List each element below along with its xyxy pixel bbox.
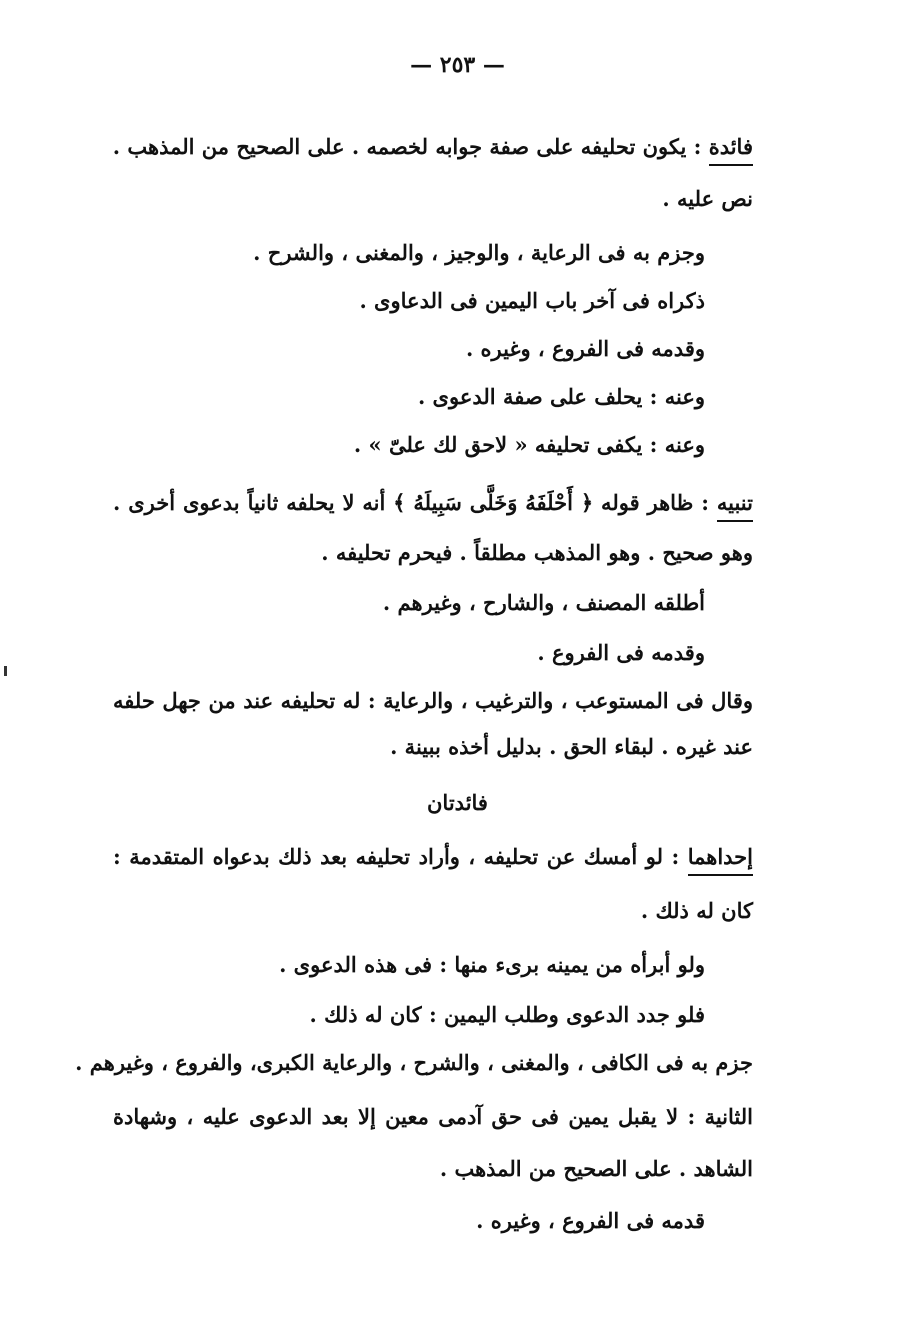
- text-line: وهو صحيح . وهو المذهب مطلقاً . فيحرم تحليفه .: [321, 540, 753, 565]
- text-line: وجزم به فى الرعاية ، والوجيز ، والمغنى ، والشرح .: [253, 240, 705, 265]
- text-line: وعنه : يحلف على صفة الدعوى .: [417, 384, 705, 409]
- section-heading: فائدتان: [427, 790, 488, 815]
- lead-word: الثانية: [704, 1104, 753, 1129]
- text-line: الشاهد . على الصحيح من المذهب .: [439, 1156, 753, 1181]
- text-line: وعنه : يكفى تحليفه « لاحق لك علىّ » .: [353, 432, 705, 457]
- text-line: وقدمه فى الفروع ، وغيره .: [465, 336, 705, 361]
- text-line: فلو جدد الدعوى وطلب اليمين : كان له ذلك .: [309, 1002, 705, 1027]
- page-number: — ٢٥٣ —: [410, 52, 505, 78]
- text-line: ولو أبرأه من يمينه برىء منها : فى هذه الدعوى .: [279, 952, 705, 977]
- text-line: أطلقه المصنف ، والشارح ، وغيرهم .: [382, 590, 705, 615]
- text-line: نص عليه .: [662, 186, 753, 211]
- lead-word: إحداهما: [688, 842, 753, 876]
- text-line: تنبيه : ظاهر قوله ﴿ أَحْلَفَهُ وَخَلَّى سَبِيلَهُ ﴾ أنه لا يحلفه ثانياً بدعوى أخرى .: [113, 488, 753, 522]
- text-line: كان له ذلك .: [640, 898, 753, 923]
- lead-word: تنبيه: [717, 488, 753, 522]
- text-line: وقدمه فى الفروع .: [537, 640, 705, 665]
- scan-edge-mark: [4, 666, 7, 676]
- text-line: فائدة : يكون تحليفه على صفة جوابه لخصمه . على الصحيح من المذهب .: [113, 132, 753, 166]
- text-line: جزم به فى الكافى ، والمغنى ، والشرح ، والرعاية الكبرى، والفروع ، وغيرهم .: [75, 1050, 753, 1075]
- text-line: إحداهما : لو أمسك عن تحليفه ، وأراد تحليفه بعد ذلك بدعواه المتقدمة :: [113, 842, 753, 876]
- text-line: قدمه فى الفروع ، وغيره .: [476, 1208, 705, 1233]
- text-line: وقال فى المستوعب ، والترغيب ، والرعاية : له تحليفه عند من جهل حلفه: [113, 688, 753, 713]
- lead-word: فائدة: [709, 132, 753, 166]
- text-line: عند غيره . لبقاء الحق . بدليل أخذه ببينة .: [390, 734, 753, 759]
- text-line: الثانية : لا يقبل يمين فى حق آدمى معين إلا بعد الدعوى عليه ، وشهادة: [113, 1102, 753, 1132]
- text-line: ذكراه فى آخر باب اليمين فى الدعاوى .: [359, 288, 705, 313]
